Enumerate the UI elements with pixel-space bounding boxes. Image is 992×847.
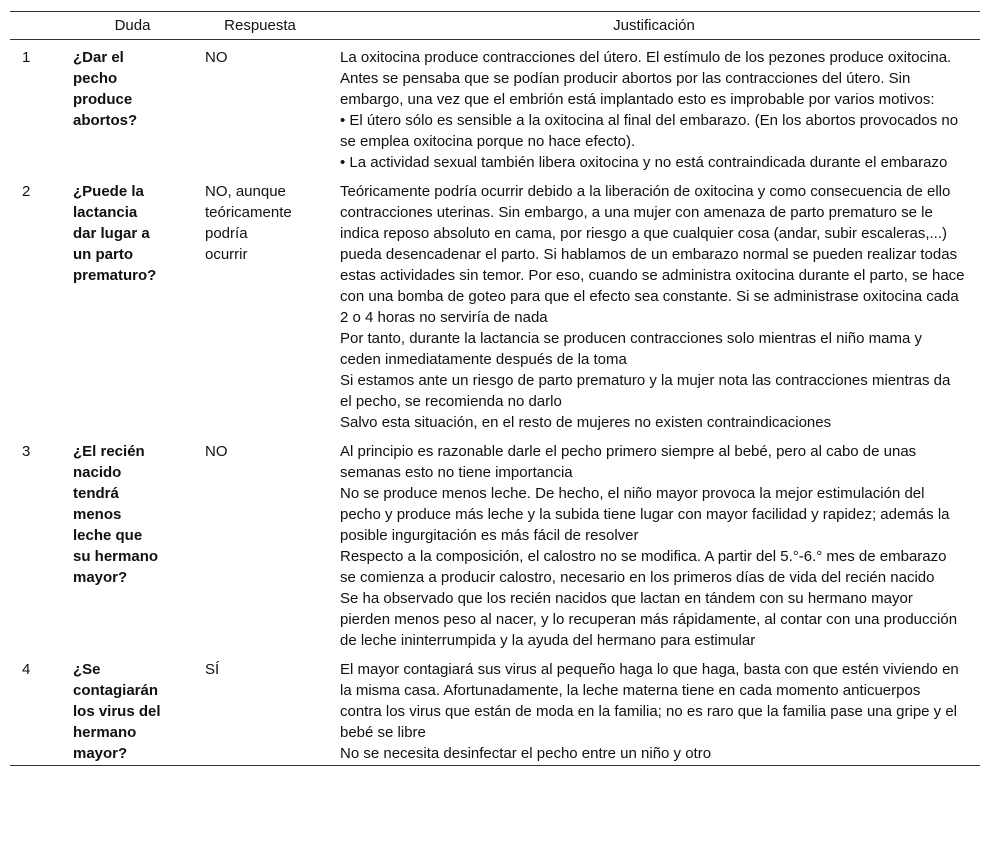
duda-cell-line: ¿El recién <box>73 443 145 460</box>
duda-cell-line: su hermano <box>73 548 159 565</box>
justificacion-cell-line: No se produce menos leche. De hecho, el niño mayor provoca la mejor estimulación del pecho y produce más leche y la subida tiene lugar con mayor facilidad y rapidez; además la posible ingurgitación es más fácil de resolver <box>340 485 950 544</box>
respuesta-cell-line: NO <box>205 443 228 460</box>
duda-cell-line: produce <box>73 91 133 108</box>
respuesta-cell-line: teóricamente <box>205 204 292 221</box>
duda-cell <box>60 441 192 651</box>
justificacion-cell <box>328 441 980 651</box>
respuesta-cell-line: NO, aunque <box>205 183 286 200</box>
table-row <box>10 434 980 652</box>
respuesta-cell <box>192 441 328 651</box>
justificacion-cell-line: No se necesita desinfectar el pecho entre un niño y otro <box>340 745 712 762</box>
justificacion-cell-line: Por tanto, durante la lactancia se producen contracciones solo mientras el niño mama y ceden inmediatamente después de la toma <box>340 330 922 368</box>
respuesta-cell-line: NO <box>205 49 228 66</box>
duda-cell <box>60 47 192 173</box>
header-respuesta: Respuesta <box>224 17 296 34</box>
justificacion-cell-line: Al principio es razonable darle el pecho primero siempre al bebé, pero al cabo de unas semanas esto no tiene importancia <box>340 443 917 481</box>
justificacion-cell-line: • La actividad sexual también libera oxitocina y no está contraindicada durante el embarazo <box>340 154 948 171</box>
table-row <box>10 174 980 434</box>
table-row <box>10 652 980 765</box>
duda-cell-line: prematuro? <box>73 267 157 284</box>
respuesta-cell <box>192 659 328 764</box>
duda-cell-line: un parto <box>73 246 133 263</box>
table-row <box>10 40 980 174</box>
respuesta-cell-line: ocurrir <box>205 246 248 263</box>
duda-cell-line: lactancia <box>73 204 138 221</box>
duda-cell-line: los virus del <box>73 703 161 720</box>
justificacion-cell <box>328 47 980 173</box>
justificacion-cell-line: Teóricamente podría ocurrir debido a la liberación de oxitocina y como consecuencia de ello contracciones uterinas. Sin embargo, a una mujer con amenaza de parto prematuro se le indica reposo absoluto en cama, por riesgo a que cualquier cosa (andar, subir escaleras,...) pueda desencadenar el parto. Si hablamos de un embarazo normal se pueden realizar todas estas actividades sin temor. Por eso, cuando se administra oxitocina durante el parto, se hace con una bomba de goteo para que el efecto sea constante. Si se administrase oxitocina cada 2 o 4 horas no serviría de nada <box>340 183 965 326</box>
row-number <box>10 181 60 433</box>
justificacion-cell-line: Salvo esta situación, en el resto de mujeres no existen contraindicaciones <box>340 414 832 431</box>
duda-cell-line: ¿Dar el <box>73 49 124 66</box>
duda-cell-line: abortos? <box>73 112 138 129</box>
duda-cell-line: nacido <box>73 464 122 481</box>
duda-cell-line: leche que <box>73 527 143 544</box>
justificacion-cell <box>328 659 980 764</box>
justificacion-cell-line: Respecto a la composición, el calostro no se modifica. A partir del 5.°-6.° mes de embarazo se comienza a producir calostro, necesario en los primeros días de vida del recién nacido <box>340 548 947 586</box>
row-number-line: 1 <box>22 49 31 66</box>
duda-cell <box>60 181 192 433</box>
row-number <box>10 441 60 651</box>
row-number <box>10 659 60 764</box>
duda-cell-line: menos <box>73 506 122 523</box>
table-header <box>10 12 980 40</box>
duda-cell-line: ¿Se <box>73 661 101 678</box>
duda-cell-line: contagiarán <box>73 682 159 699</box>
duda-cell-line: mayor? <box>73 745 128 762</box>
faq-table <box>10 11 980 766</box>
justificacion-cell-line: • El útero sólo es sensible a la oxitocina al final del embarazo. (En los abortos provocados no se emplea oxitocina porque no hace efecto). <box>340 112 959 150</box>
header-duda: Duda <box>114 17 151 34</box>
justificacion-cell-line: Se ha observado que los recién nacidos que lactan en tándem con su hermano mayor pierden menos peso al nacer, y lo recuperan más rápidamente, al contar con una producción de leche ininterrumpida y la ayuda del hermano para estimular <box>340 590 958 649</box>
respuesta-cell-line: SÍ <box>205 661 220 678</box>
respuesta-cell <box>192 181 328 433</box>
duda-cell-line: pecho <box>73 70 118 87</box>
duda-cell-line: dar lugar a <box>73 225 150 242</box>
header-justificacion: Justificación <box>613 17 695 34</box>
duda-cell <box>60 659 192 764</box>
respuesta-cell <box>192 47 328 173</box>
justificacion-cell-line: La oxitocina produce contracciones del útero. El estímulo de los pezones produce oxitocina. Antes se pensaba que se podían producir abortos por las contracciones del útero. Sin embargo, una vez que el embrión está implantado esto es improbable por varios motivos: <box>340 49 952 108</box>
duda-cell-line: mayor? <box>73 569 128 586</box>
duda-cell-line: tendrá <box>73 485 119 502</box>
row-number-line: 4 <box>22 661 31 678</box>
duda-cell-line: ¿Puede la <box>73 183 144 200</box>
justificacion-cell-line: Si estamos ante un riesgo de parto prematuro y la mujer nota las contracciones mientras da el pecho, se recomienda no darlo <box>340 372 951 410</box>
justificacion-cell <box>328 181 980 433</box>
row-number <box>10 47 60 173</box>
table-body <box>10 40 980 765</box>
row-number-line: 2 <box>22 183 31 200</box>
respuesta-cell-line: podría <box>205 225 248 242</box>
duda-cell-line: hermano <box>73 724 137 741</box>
justificacion-cell-line: El mayor contagiará sus virus al pequeño haga lo que haga, basta con que estén viviendo en la misma casa. Afortunadamente, la leche materna tiene en cada momento anticuerpos contra los virus que están de moda en la familia; no es raro que la familia pase una gripe y el bebé se libre <box>340 661 959 741</box>
row-number-line: 3 <box>22 443 31 460</box>
